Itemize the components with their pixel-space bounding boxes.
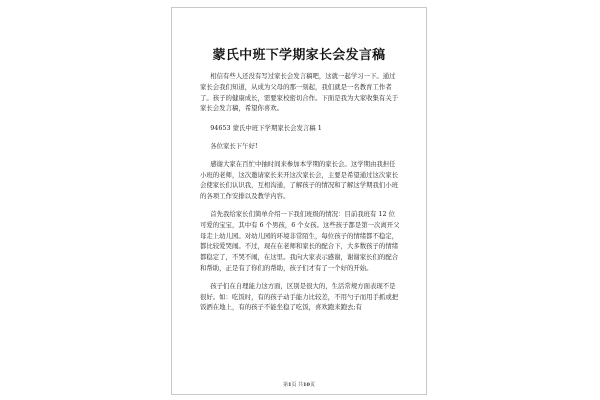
footer-prefix: 第 [282,382,288,388]
document-body [200,71,400,320]
paragraph-class-info: 首先我给家长们简单介绍一下我们班级的情况：目前我班有 12 位可爱的宝宝，其中有 6 个男孩，6 个女孩。这些孩子都是第一次离开父母走上幼儿园。对幼儿园的环境非常陌生，每位孩子的情绪都不稳定，都比较爱哭闹。不过，现在在老师和家长的配合下，大多数孩子的情绪都稳定了，不哭不闹，在这里。我向大家表示感谢，谢谢家长们的配合和帮助，正是有了你们的帮助，孩子们才有了一个好的开始。 [200,209,400,272]
paragraph-intro: 相信有些人还没有写过家长会发言稿吧，这就一起学习一下。通过家长会我们知道，从成为父母的那一刻起，我们就是一名教育工作者了。孩子的健康成长，需要家校密切合作。下面是我为大家收集有关于家长会发言稿，希望你喜欢。 [200,72,399,113]
document-page [171,7,427,395]
footer-middle: 页 共 [291,382,304,388]
footer-total-pages: 10 [303,382,311,388]
footer-suffix: 页 [310,382,316,388]
paragraph-greeting: 各位家长下午好! [210,141,258,150]
paragraph-heading: 94653 蒙氏中班下学期家长会发言稿 1 [210,124,322,133]
footer-current-page: 1 [287,382,292,388]
paragraph-self-care: 孩子们在自理能力这方面，区别是很大的，生活常规方面表现不是很好。如：吃饭时，有的孩子动手能力比较差，不用勺子而用手抓或把饭洒在地上，有的孩子不能坐稳了吃饭，喜欢跑来跑去;有 [200,281,399,312]
document-title: 蒙氏中班下学期家长会发言稿 [212,48,386,63]
page-footer [172,381,426,388]
paragraph-thanks: 感谢大家在百忙中抽时间来参加本学期的家长会。这学期由我担任小班的老师，这次邀请家长来开这次家长会，主要是希望通过这次家长会使家长们认识我，互相沟通，了解孩子的情况和了解这学期我们小班的各项工作安排以及教学内容。 [200,159,399,201]
